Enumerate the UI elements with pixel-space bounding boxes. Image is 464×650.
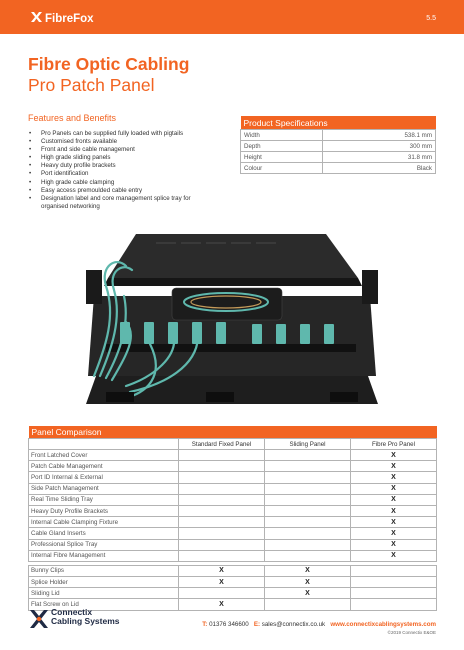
feature-name: Heavy Duty Profile Brackets xyxy=(29,505,179,516)
comparison-mark xyxy=(265,539,351,550)
feature-name: Bunny Clips xyxy=(29,565,179,576)
comparison-row xyxy=(29,494,437,505)
comparison-mark: X xyxy=(351,461,437,472)
spec-label: Depth xyxy=(241,141,323,152)
features-list xyxy=(28,130,218,211)
spec-table xyxy=(240,116,436,174)
feature-name: Internal Cable Clamping Fixture xyxy=(29,517,179,528)
feature-name: Patch Cable Management xyxy=(29,461,179,472)
comparison-row xyxy=(29,528,437,539)
comparison-mark xyxy=(351,577,437,588)
page-title: Fibre Optic Cabling xyxy=(28,54,190,74)
comparison-mark: X xyxy=(265,577,351,588)
comparison-mark: X xyxy=(179,565,265,576)
feature-item: • Heavy duty profile brackets xyxy=(28,162,218,170)
feature-item: • Port identification xyxy=(28,170,218,178)
comparison-mark: X xyxy=(351,472,437,483)
comparison-mark xyxy=(179,550,265,561)
header-bar xyxy=(0,0,464,34)
comparison-mark xyxy=(265,505,351,516)
feature-item: • High grade sliding panels xyxy=(28,154,218,162)
comparison-mark xyxy=(179,505,265,516)
comparison-row xyxy=(29,472,437,483)
comparison-mark: X xyxy=(351,539,437,550)
company-name-line2: Cabling Systems xyxy=(51,615,120,626)
comparison-mark xyxy=(179,588,265,599)
spec-value: 31.8 mm xyxy=(323,152,436,163)
email-label: E: xyxy=(253,621,261,628)
company-name xyxy=(51,608,120,625)
column-header: Sliding Panel xyxy=(265,439,351,450)
feature-item: • Pro Panels can be supplied fully loaded with pigtails xyxy=(28,130,218,138)
feature-item: • High grade cable clamping xyxy=(28,179,218,187)
spec-heading: Product Specifications xyxy=(241,116,436,130)
comparison-heading: Panel Comparison xyxy=(29,426,437,439)
comparison-mark: X xyxy=(351,505,437,516)
comparison-row xyxy=(29,550,437,561)
column-header: Fibre Pro Panel xyxy=(351,439,437,450)
spec-value: 538.1 mm xyxy=(323,130,436,141)
comparison-table xyxy=(28,426,437,611)
comparison-mark xyxy=(179,517,265,528)
spec-row xyxy=(241,163,436,174)
feature-item: • Easy access premoulded cable entry xyxy=(28,187,218,195)
feature-name: Front Latched Cover xyxy=(29,450,179,461)
comparison-mark xyxy=(351,588,437,599)
comparison-mark: X xyxy=(179,577,265,588)
email-link[interactable]: sales@connectix.co.uk xyxy=(261,621,326,628)
comparison-row xyxy=(29,505,437,516)
comparison-row xyxy=(29,565,437,576)
comparison-mark: X xyxy=(351,483,437,494)
comparison-row xyxy=(29,483,437,494)
feature-item: • Front and side cable management xyxy=(28,146,218,154)
feature-name: Cable Gland Inserts xyxy=(29,528,179,539)
copyright: ©2019 Connectix E&OE xyxy=(387,630,436,635)
comparison-row xyxy=(29,577,437,588)
feature-item: • Customised fronts available xyxy=(28,138,218,146)
comparison-mark: X xyxy=(351,494,437,505)
page-number: 5.5 xyxy=(426,15,436,22)
feature-name: Sliding Lid xyxy=(29,588,179,599)
comparison-mark: X xyxy=(351,517,437,528)
spec-label: Width xyxy=(241,130,323,141)
feature-name: Port ID Internal & External xyxy=(29,472,179,483)
comparison-mark xyxy=(265,461,351,472)
comparison-mark: X xyxy=(351,550,437,561)
spec-value: Black xyxy=(323,163,436,174)
feature-name: Internal Fibre Management xyxy=(29,550,179,561)
comparison-mark: X xyxy=(265,588,351,599)
comparison-mark xyxy=(179,528,265,539)
comparison-mark xyxy=(265,550,351,561)
comparison-mark xyxy=(179,483,265,494)
comparison-mark xyxy=(179,472,265,483)
comparison-row xyxy=(29,450,437,461)
comparison-mark xyxy=(265,472,351,483)
tel-number[interactable]: 01376 346600 xyxy=(209,621,249,628)
feature-item: • Designation label and core management splice tray for organised networking xyxy=(28,195,218,211)
spec-label: Height xyxy=(241,152,323,163)
comparison-mark xyxy=(265,528,351,539)
comparison-row xyxy=(29,461,437,472)
website-link[interactable]: www.connectixcablingsystems.com xyxy=(330,621,436,628)
comparison-mark xyxy=(265,483,351,494)
comparison-mark xyxy=(179,494,265,505)
comparison-mark: X xyxy=(179,599,265,610)
comparison-row xyxy=(29,517,437,528)
comparison-mark: X xyxy=(351,450,437,461)
comparison-mark xyxy=(179,461,265,472)
comparison-mark xyxy=(351,565,437,576)
company-name-line1: Connectix xyxy=(51,607,93,617)
brand-name: FibreFox xyxy=(45,13,94,25)
column-header: Standard Fixed Panel xyxy=(179,439,265,450)
comparison-row xyxy=(29,539,437,550)
spec-value: 300 mm xyxy=(323,141,436,152)
comparison-mark xyxy=(265,494,351,505)
comparison-mark xyxy=(351,599,437,610)
feature-name: Professional Splice Tray xyxy=(29,539,179,550)
feature-name: Flat Screw on Lid xyxy=(29,599,179,610)
comparison-mark xyxy=(179,539,265,550)
spec-label: Colour xyxy=(241,163,323,174)
footer-contact xyxy=(202,621,436,628)
comparison-mark xyxy=(265,599,351,610)
comparison-mark: X xyxy=(351,528,437,539)
comparison-mark xyxy=(265,517,351,528)
feature-column-header xyxy=(29,439,179,450)
feature-name: Real Time Sliding Tray xyxy=(29,494,179,505)
features-heading: Features and Benefits xyxy=(28,113,117,123)
comparison-mark: X xyxy=(265,565,351,576)
product-photo xyxy=(86,226,378,418)
fibrefox-logo-icon xyxy=(30,11,42,23)
page-subtitle: Pro Patch Panel xyxy=(28,75,155,95)
comparison-mark xyxy=(265,450,351,461)
spec-row xyxy=(241,130,436,141)
tel-label: T: xyxy=(202,621,208,628)
comparison-mark xyxy=(179,450,265,461)
spec-row xyxy=(241,141,436,152)
comparison-row xyxy=(29,588,437,599)
spec-row xyxy=(241,152,436,163)
feature-name: Side Patch Management xyxy=(29,483,179,494)
feature-name: Splice Holder xyxy=(29,577,179,588)
